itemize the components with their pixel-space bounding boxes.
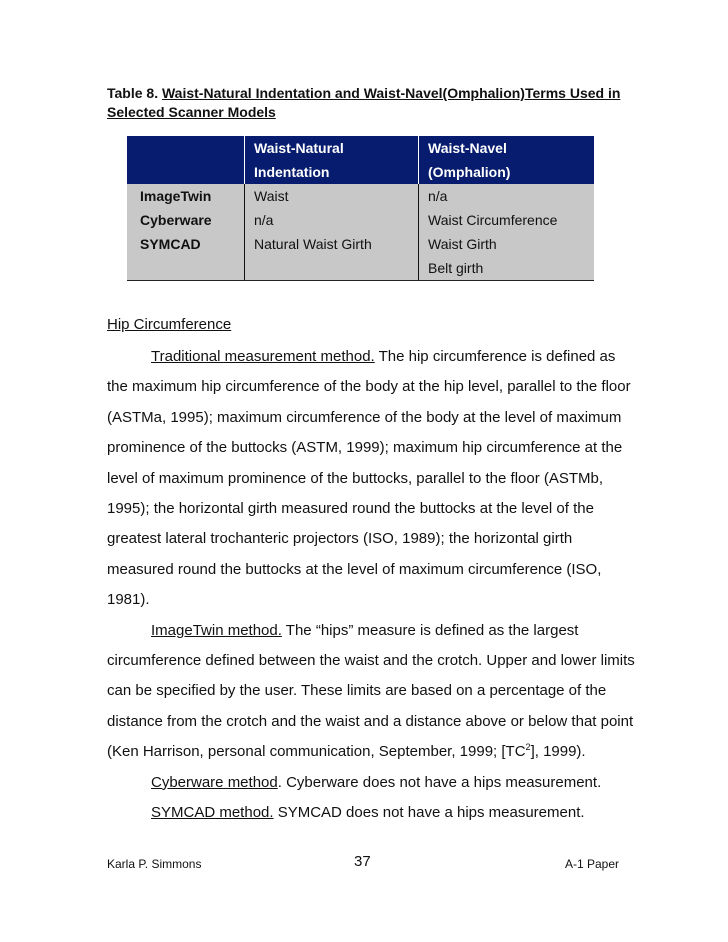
paragraph-text: The hip circumference is defined as the maximum hip circumference of the body at the hip level, parallel to the floor (ASTMa, 1995); maximum circumference of the body at the level of maximum prominence of the buttocks (ASTM, 1999); maximum hip circumference at the level of maximum prominence of the buttocks, parallel to the floor (ASTMb, 1995); the horizontal girth measured round the buttocks at the level of the greatest lateral trochanteric projectors (ISO, 1989); the horizontal girth measured round the buttocks at the level of maximum circumference (ISO, 1981).	[107, 348, 631, 609]
table-label: Table 8.	[107, 85, 159, 101]
section-heading: Hip Circumference	[107, 316, 232, 333]
model-cell	[127, 256, 245, 281]
model-cell: SYMCAD	[127, 232, 245, 256]
table-title: Waist-Natural Indentation and Waist-Navel(Omphalion)Terms Used in Selected Scanner Models	[107, 85, 621, 120]
footer-label: A-1 Paper	[565, 857, 620, 871]
waist-natural-cell: Natural Waist Girth	[245, 232, 419, 256]
model-cell: ImageTwin	[127, 184, 245, 208]
table-header-row	[127, 136, 594, 160]
paragraph-imagetwin	[107, 616, 637, 768]
paragraph-label: Traditional measurement method.	[151, 348, 375, 365]
footer-author: Karla P. Simmons	[107, 857, 202, 871]
paragraph-label: ImageTwin method.	[151, 621, 282, 639]
table-header-row	[127, 160, 594, 184]
table-row	[127, 184, 594, 208]
paragraph-text: . Cyberware does not have a hips measurement.	[277, 773, 602, 791]
scanner-terms-table	[127, 136, 594, 281]
header-waist-navel-line1: Waist-Navel	[419, 136, 595, 160]
table-row	[127, 256, 594, 281]
paragraph-cyberware	[107, 768, 637, 798]
footer-page-number: 37	[354, 853, 371, 870]
paragraph-text: The “hips” measure is defined as the largest circumference defined between the waist and the crotch. Upper and lower limits can be specified by the user. These limits are based on a percentage of the distance from the crotch and the waist and a distance above or below that point (Ken Harrison, personal communication, September, 1999; [TC	[107, 621, 635, 761]
header-empty-cell	[127, 160, 245, 184]
waist-navel-cell: n/a	[419, 184, 595, 208]
waist-natural-cell: n/a	[245, 208, 419, 232]
waist-natural-cell	[245, 256, 419, 281]
table-row	[127, 232, 594, 256]
table-caption	[107, 84, 627, 122]
header-waist-navel-line2: (Omphalion)	[419, 160, 595, 184]
waist-navel-cell: Waist Girth	[419, 232, 595, 256]
paragraph-text: SYMCAD does not have a hips measurement.	[273, 804, 585, 822]
paragraph-label: SYMCAD method.	[151, 804, 274, 822]
paragraph-text-end: ], 1999).	[530, 743, 586, 761]
paragraph-symcad	[107, 798, 637, 828]
header-waist-natural-line2: Indentation	[245, 160, 419, 184]
paragraph-label: Cyberware method	[151, 773, 278, 791]
waist-navel-cell: Waist Circumference	[419, 208, 595, 232]
paragraph-traditional	[107, 342, 637, 616]
superscript: 2	[525, 742, 531, 753]
header-empty-cell	[127, 136, 245, 160]
model-cell: Cyberware	[127, 208, 245, 232]
header-waist-natural-line1: Waist-Natural	[245, 136, 419, 160]
waist-navel-cell: Belt girth	[419, 256, 595, 281]
table-row	[127, 208, 594, 232]
waist-natural-cell: Waist	[245, 184, 419, 208]
section-body	[107, 342, 637, 829]
